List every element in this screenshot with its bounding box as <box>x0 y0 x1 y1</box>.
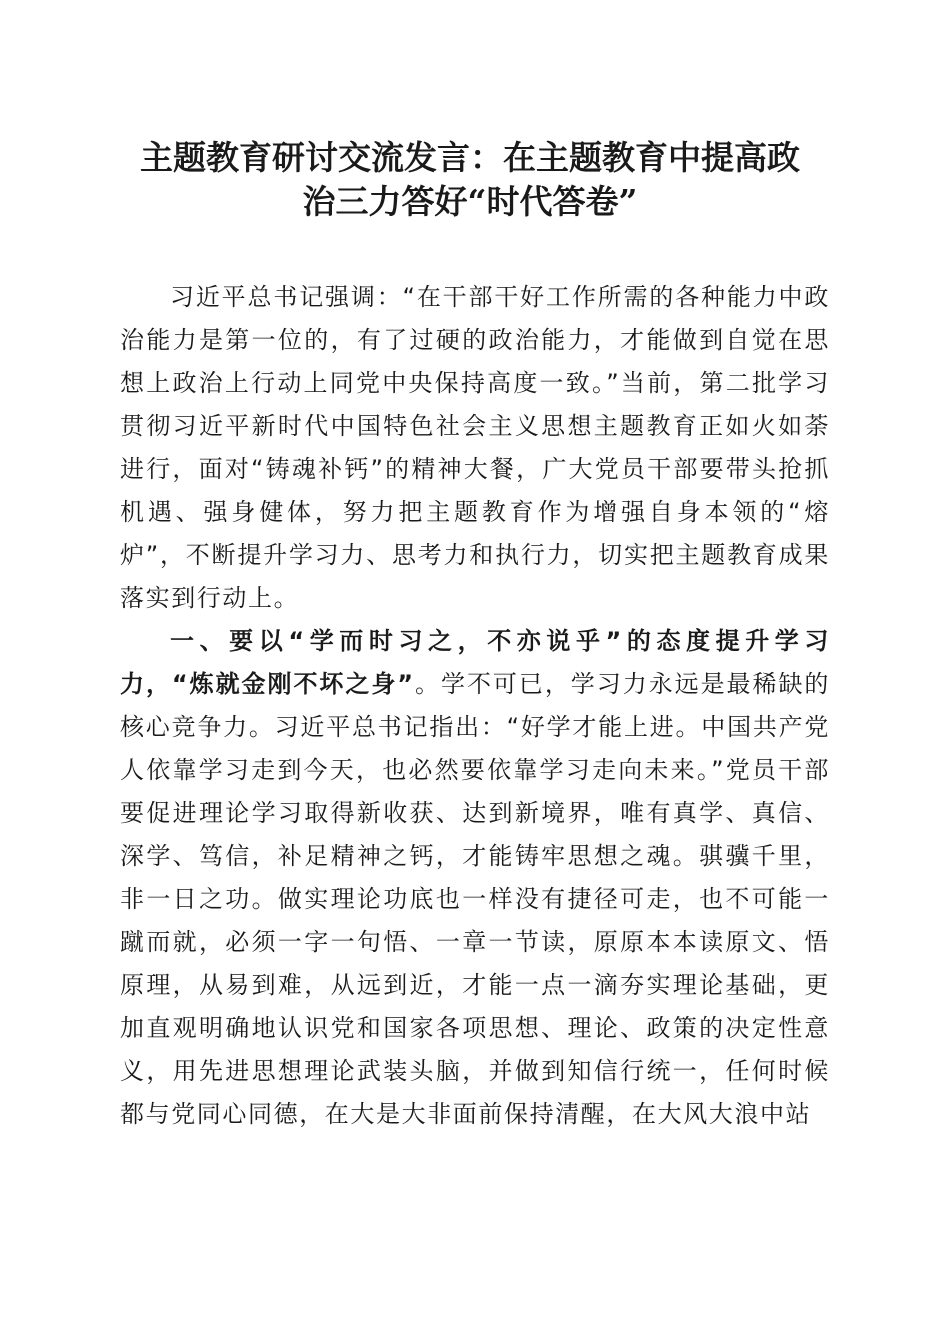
document-title <box>100 136 840 224</box>
section-1-text: 。学不可已，学习力永远是最稀缺的核心竞争力。习近平总书记指出：“好学才能上进。中国共产党人依靠学习走到今天，也必然要依靠学习走向未来。”党员干部要促进理论学习取得新收获、达到新境界，唯有真学、真信、深学、笃信，补足精神之钙，才能铸牢思想之魂。骐骥千里，非一日之功。做实理论功底也一样没有捷径可走，也不可能一蹴而就，必须一字一句悟、一章一节读，原原本本读原文、悟原理，从易到难，从远到近，才能一点一滴夯实理论基础，更加直观明确地认识党和国家各项思想、理论、政策的决定性意义，用先进思想理论武装头脑，并做到知信行统一，任何时候都与党同心同德，在大是大非面前保持清醒，在大风大浪中站 <box>120 670 830 1128</box>
section-1-heading: 一、要以“学而时习之，不亦说乎”的态度提升学习力，“炼就金刚不坏之身” <box>120 627 830 698</box>
intro-paragraph: 习近平总书记强调：“在干部干好工作所需的各种能力中政治能力是第一位的，有了过硬的政治能力，才能做到自觉在思想上政治上行动上同党中央保持高度一致。”当前，第二批学习贯彻习近平新时代中国特色社会主义思想主题教育正如火如荼进行，面对“铸魂补钙”的精神大餐，广大党员干部要带头抢抓机遇、强身健体，努力把主题教育作为增强自身本领的“熔炉”，不断提升学习力、思考力和执行力，切实把主题教育成果落实到行动上。 <box>120 283 830 612</box>
title-line-1: 主题教育研讨交流发言：在主题教育中提高政 <box>140 138 800 177</box>
document-body <box>120 276 830 1136</box>
section-1-paragraph <box>120 620 830 1136</box>
title-line-2: 治三力答好“时代答卷” <box>302 182 638 221</box>
